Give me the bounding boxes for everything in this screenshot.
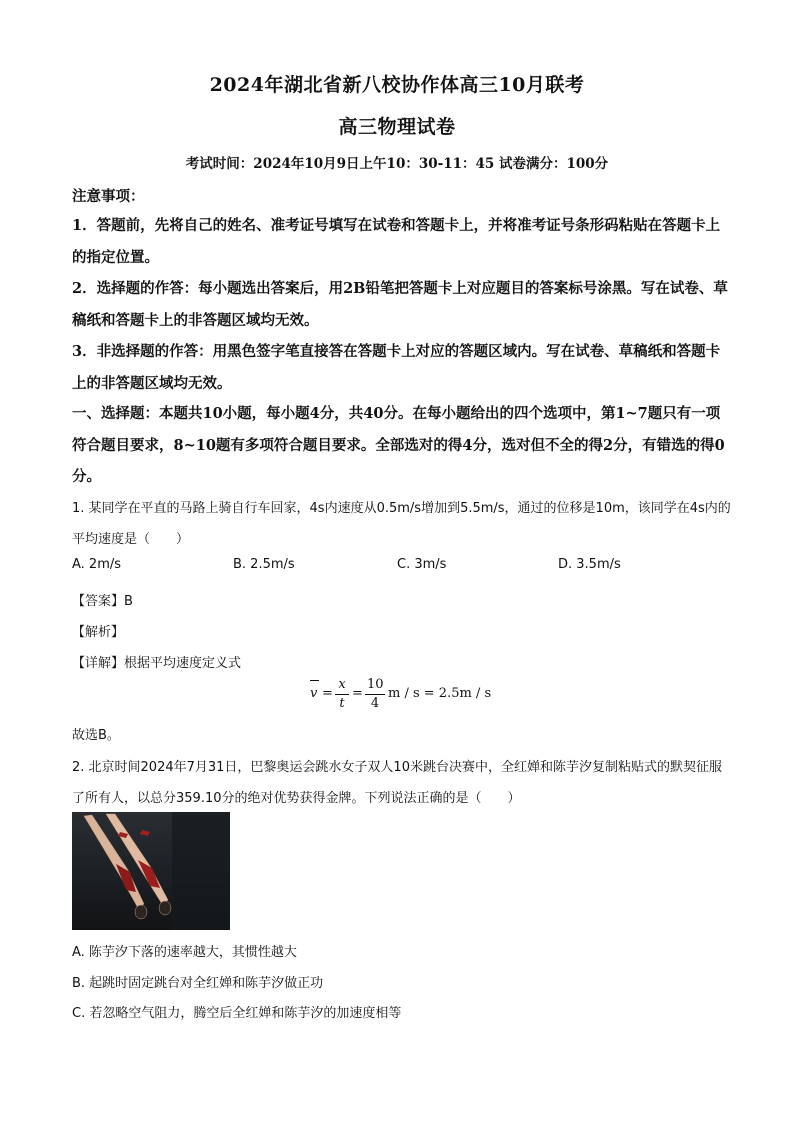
fraction-x-over-t: $\frac{x}{t}$ [335,676,349,713]
exam-subtitle: 高三物理试卷 [338,116,456,138]
option-c: C. 3m/s [397,557,447,572]
notice-item-3: 3．非选择题的作答：用黑色签字笔直接答在答题卡上对应的答题区域内。写在试卷、草稿纸和答题卡上的非答题区域均无效。 [72,343,721,392]
average-velocity-formula [310,676,510,716]
fraction-10-over-4: $\frac{10}{4}$ [367,677,384,711]
option-a: A. 2m/s [72,557,122,572]
conclusion: 故选B。 [72,728,120,743]
exam-title: 2024年湖北省新八校协作体高三10月联考 [209,74,585,96]
formula-tail: m / s = 2.5m / s [388,686,492,701]
analysis-label: 【解析】 [72,625,125,640]
notice-item-1: 1．答题前，先将自己的姓名、准考证号填写在试卷和答题卡上，并将准考证号条形码粘贴在答题卡上的指定位置。 [72,217,721,266]
exam-meta: 考试时间：2024年10月9日上午10：30-11：45 试卷满分：100分 [185,156,609,172]
equals-2: = [352,686,363,701]
section-heading: 一、选择题：本题共10小题，每小题4分，共40分。在每小题给出的四个选项中，第1~7题只有一项符合题目要求，8~10题有多项符合题目要求。全部选对的得4分，选对但不全的得2分，有错选的得0分。 [72,405,725,485]
overbar [310,680,319,681]
notice-heading: 注意事项： [72,188,145,205]
diving-photo-image [72,812,230,930]
option-b: B. 2.5m/s [233,557,295,572]
formula-lhs: v [310,686,317,701]
diving-photo [72,812,230,930]
question-2-option-a: A. 陈芋汐下落的速率越大，其惯性越大 [72,945,297,960]
question-2-stem: 2. 北京时间2024年7月31日，巴黎奥运会跳水女子双人10米跳台决赛中，全红婵和陈芋汐复制粘贴式的默契征服了所有人，以总分359.10分的绝对优势获得金牌。下列说法正确的是（ ） [72,760,722,806]
question-1-options [72,554,732,578]
question-1-stem: 1. 某同学在平直的马路上骑自行车回家，4s内速度从0.5m/s增加到5.5m/s，通过的位移是10m，该同学在4s内的平均速度是（ ） [72,501,731,547]
equals-1: = [322,686,333,701]
option-d: D. 3.5m/s [558,557,621,572]
notice-item-2: 2．选择题的作答：每小题选出答案后，用2B铅笔把答题卡上对应题目的答案标号涂黑。写在试卷、草稿纸和答题卡上的非答题区域均无效。 [72,280,728,329]
question-2-option-b: B. 起跳时固定跳台对全红婵和陈芋汐做正功 [72,976,324,991]
detail-label: 【详解】根据平均速度定义式 [72,656,242,671]
answer-label: 【答案】B [72,594,133,609]
question-2-option-c: C. 若忽略空气阻力，腾空后全红婵和陈芋汐的加速度相等 [72,1006,402,1021]
